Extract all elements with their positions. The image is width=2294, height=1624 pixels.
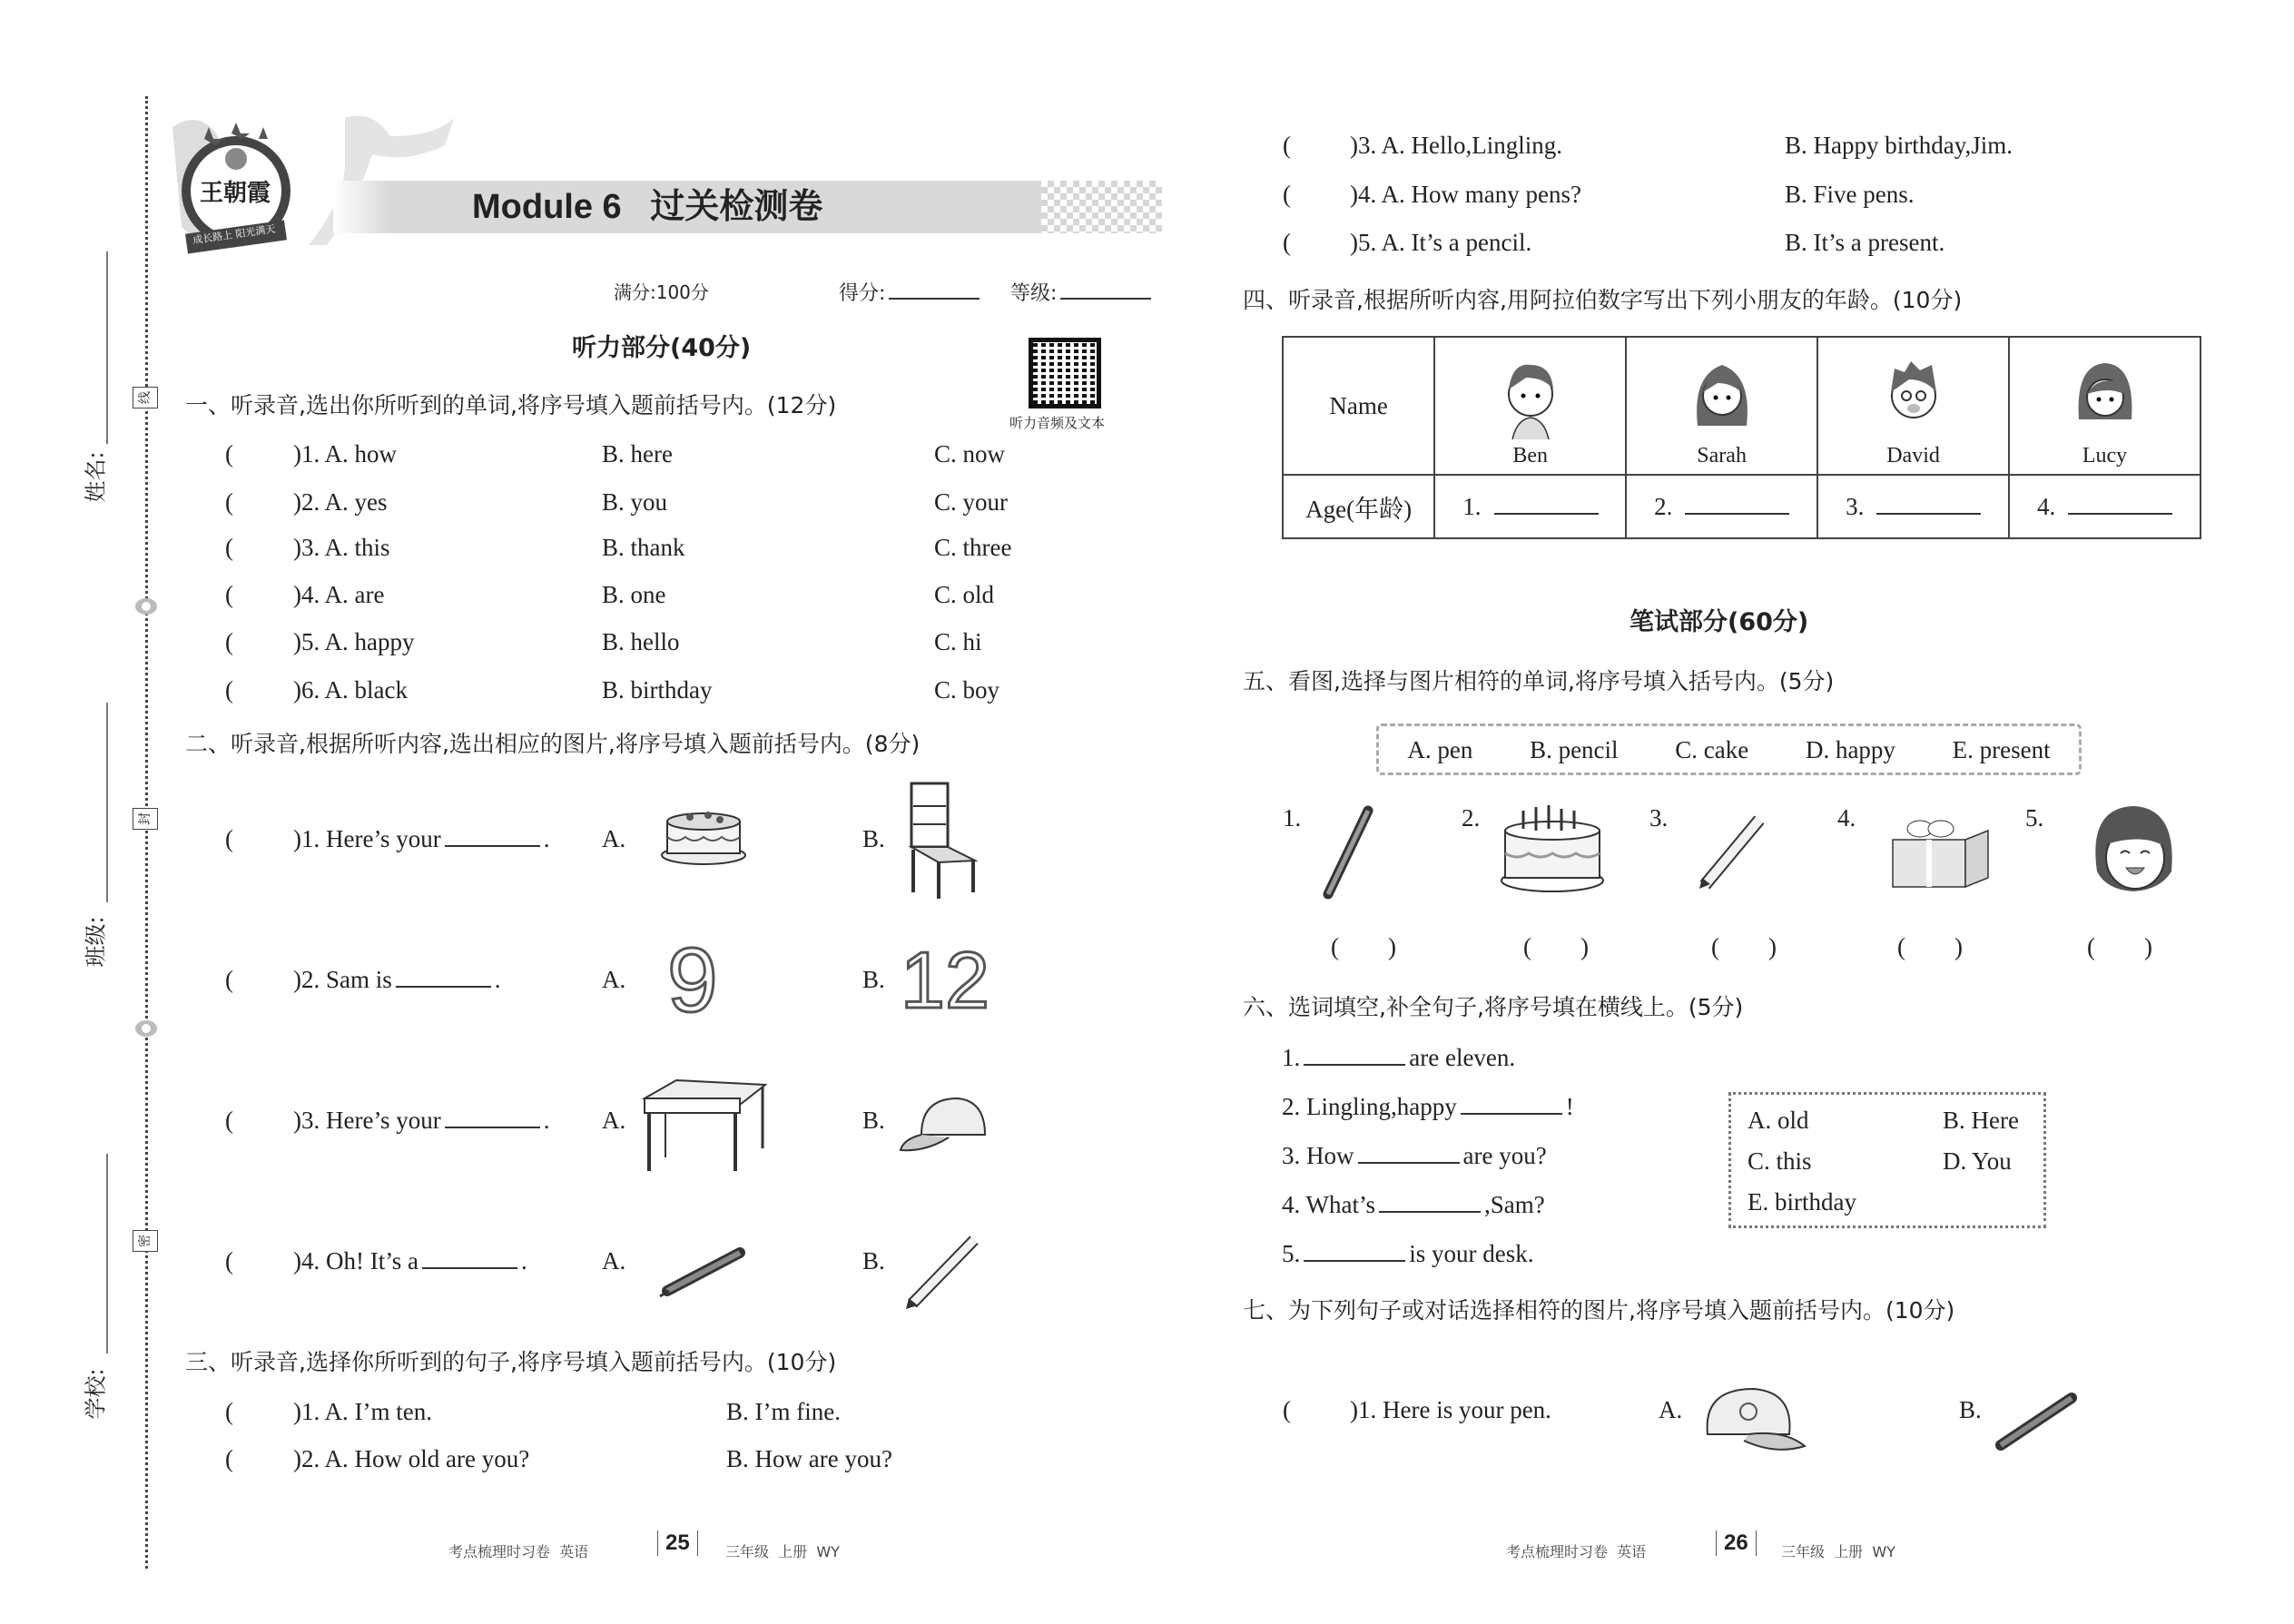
item-number: 5. — [2025, 804, 2044, 832]
answer-paren[interactable]: ( — [225, 676, 233, 704]
pen-image — [1321, 803, 1375, 899]
class-label: 班级: — [83, 916, 109, 968]
sentence — [1282, 1141, 1547, 1170]
answer-paren[interactable]: ( — [1283, 132, 1291, 159]
option-b-label: B. — [862, 825, 885, 852]
age-number: 1. — [1462, 492, 1482, 520]
answer-paren[interactable]: ( — [225, 1247, 233, 1275]
option-a: )5. A. It’s a pencil. — [1350, 229, 1532, 256]
kid-cell — [1434, 337, 1626, 475]
section3-heading: 三、听录音,选择你所听到的句子,将序号填入题前括号内。(10分) — [185, 1349, 837, 1375]
answer-paren[interactable]: ( — [225, 825, 233, 852]
option-b: B. Five pens. — [1785, 181, 1915, 208]
question-option-a: )2. A. yes — [293, 488, 388, 516]
age-blank[interactable] — [1685, 493, 1789, 515]
kid-cell — [1626, 337, 1817, 475]
item-number: 3. — [1649, 804, 1669, 832]
age-number: 2. — [1654, 492, 1673, 520]
item-number: 1. — [1283, 804, 1302, 832]
sentence-blank[interactable] — [1358, 1142, 1460, 1164]
number-twelve-image: 12 — [901, 935, 989, 1025]
footer-grade: 三年级 上册 WY — [725, 1543, 840, 1560]
age-cell[interactable] — [2009, 475, 2200, 538]
page-title: Module 6 过关检测卷 — [472, 188, 823, 226]
option-c: C. your — [934, 488, 1008, 516]
sentence — [1282, 1092, 1574, 1121]
answer-blank[interactable] — [445, 825, 540, 847]
word-option: E. birthday — [1748, 1188, 1856, 1216]
boy-face-icon — [1499, 358, 1562, 439]
question-option-a: )6. A. black — [293, 676, 408, 704]
section4-heading: 四、听录音,根据所听内容,用阿拉伯数字写出下列小朋友的年龄。(10分) — [1243, 287, 1963, 313]
answer-paren[interactable]: ( — [1283, 181, 1291, 208]
word-option: E. present — [1952, 735, 2051, 763]
option-b-label: B. — [1959, 1396, 1982, 1423]
option-a: )1. A. I’m ten. — [293, 1398, 432, 1425]
question-option-a: )4. A. are — [293, 581, 385, 608]
section7-heading: 七、为下列句子或对话选择相符的图片,将序号填入题前括号内。(10分) — [1243, 1297, 1955, 1324]
boy-face-icon — [1882, 358, 1945, 439]
answer-paren[interactable]: ( ) — [1897, 933, 1963, 960]
answer-paren[interactable]: ( ) — [1523, 933, 1589, 960]
question-text — [293, 824, 549, 853]
question-post: . — [543, 1107, 550, 1134]
option-a: )4. A. How many pens? — [1350, 181, 1581, 208]
option-b-label: B. — [862, 1107, 885, 1134]
qr-caption: 听力音频及文本 — [1009, 415, 1106, 431]
full-score: 满分:100分 — [614, 281, 709, 303]
option-a: )2. A. How old are you? — [293, 1445, 530, 1472]
question-pre: )1. Here’s your — [293, 825, 441, 852]
option-b: B. one — [602, 581, 666, 608]
option-a: )3. A. Hello,Lingling. — [1350, 132, 1562, 159]
sentence-blank[interactable] — [1304, 1240, 1405, 1262]
answer-blank[interactable] — [422, 1247, 517, 1269]
footer-grade: 三年级 上册 WY — [1781, 1543, 1895, 1560]
question-pre: )4. Oh! It’s a — [293, 1247, 418, 1275]
grade-field[interactable] — [1010, 278, 1155, 309]
question-text — [293, 1106, 549, 1135]
age-cell[interactable] — [1434, 475, 1626, 538]
sentence-post: are you? — [1462, 1142, 1547, 1169]
sentence — [1282, 1239, 1534, 1268]
answer-paren[interactable]: ( — [225, 966, 233, 993]
option-c: C. three — [934, 534, 1012, 561]
option-c: C. old — [934, 581, 995, 608]
score-label: 得分: — [839, 282, 886, 305]
answer-paren[interactable]: ( — [225, 534, 233, 561]
kid-cell — [1817, 337, 2009, 475]
answer-paren[interactable]: ( ) — [1711, 933, 1777, 960]
chair-image — [902, 779, 984, 901]
word-option: C. cake — [1675, 735, 1749, 763]
logo-brand-text: 王朝霞 — [200, 180, 271, 207]
answer-paren[interactable]: ( ) — [2087, 933, 2152, 960]
answer-paren[interactable]: ( — [225, 1107, 233, 1134]
option-b: B. Happy birthday,Jim. — [1785, 132, 2013, 159]
sentence-pre: 4. What’s — [1282, 1191, 1375, 1218]
writing-title: 笔试部分(60分) — [1629, 608, 1809, 636]
answer-paren[interactable]: ( — [225, 1445, 233, 1472]
question-text — [293, 1246, 527, 1275]
mark-seal: 封 — [133, 808, 158, 830]
word-option: D. You — [1943, 1147, 2012, 1175]
option-b-label: B. — [862, 1247, 885, 1275]
cap-image — [899, 1094, 989, 1157]
desk-image — [640, 1076, 767, 1176]
age-blank[interactable] — [2068, 493, 2172, 515]
grade-label: 等级: — [1010, 282, 1058, 305]
kid-cell — [2009, 337, 2200, 475]
listening-title: 听力部分(40分) — [572, 334, 752, 362]
sentence — [1282, 1043, 1515, 1072]
sentence-blank[interactable] — [1379, 1191, 1481, 1213]
pen-image — [658, 1244, 749, 1298]
sentence-pre: 2. Lingling,happy — [1282, 1093, 1457, 1120]
girl-face-icon — [1690, 358, 1754, 439]
sentence-post: ,Sam? — [1484, 1191, 1545, 1218]
sentence-post: is your desk. — [1409, 1240, 1534, 1267]
girl-face-icon — [2073, 358, 2137, 439]
sentence-post: ! — [1565, 1093, 1574, 1120]
answer-paren[interactable]: ( — [225, 440, 233, 468]
word-option: A. pen — [1407, 735, 1473, 763]
question-post: . — [520, 1247, 527, 1275]
question-post: . — [494, 966, 501, 993]
answer-blank[interactable] — [396, 966, 491, 988]
section1-heading: 一、听录音,选出你所听到的单词,将序号填入题前括号内。(12分) — [185, 392, 837, 418]
sentence-blank[interactable] — [1304, 1044, 1405, 1066]
word-option: A. old — [1748, 1107, 1809, 1134]
age-header: Age(年龄) — [1283, 475, 1434, 538]
question-pre: )2. Sam is — [293, 966, 392, 993]
cake-image — [658, 799, 749, 867]
option-a-label: A. — [1659, 1396, 1683, 1423]
section5-heading: 五、看图,选择与图片相符的单词,将序号填入括号内。(5分) — [1243, 668, 1835, 694]
sentence-pre: 3. How — [1282, 1142, 1354, 1169]
answer-paren[interactable]: ( — [225, 488, 233, 516]
kid-name: David — [1886, 444, 1940, 468]
question-pre: )3. Here’s your — [293, 1107, 441, 1134]
option-b: B. I’m fine. — [726, 1398, 841, 1425]
option-b: B. here — [602, 440, 673, 468]
age-blank[interactable] — [1494, 493, 1599, 515]
cut-line — [145, 96, 148, 1569]
cap-image — [1694, 1384, 1807, 1457]
kid-name: Ben — [1512, 444, 1549, 468]
answer-paren[interactable]: ( — [1283, 229, 1291, 256]
answer-paren[interactable]: ( — [225, 628, 233, 655]
word-option: D. happy — [1805, 735, 1895, 763]
pencil-image — [1698, 812, 1766, 890]
checker-decoration — [1041, 181, 1162, 233]
answer-paren[interactable]: ( — [225, 581, 233, 608]
sentence-pre: 1. — [1282, 1044, 1301, 1071]
sentence-post: are eleven. — [1409, 1044, 1516, 1071]
cake-image — [1498, 803, 1607, 894]
question-option-a: )3. A. this — [293, 534, 390, 561]
option-a-label: A. — [602, 966, 626, 993]
number-nine-image: 9 — [667, 930, 718, 1031]
question-post: . — [543, 825, 550, 852]
page-number: 26 — [1716, 1530, 1757, 1556]
age-number: 4. — [2037, 492, 2056, 520]
present-image — [1888, 812, 1993, 890]
word-option: B. pencil — [1530, 735, 1619, 763]
item-number: 4. — [1837, 804, 1856, 832]
kid-name: Sarah — [1697, 444, 1747, 468]
age-table — [1282, 336, 2201, 539]
option-c: C. hi — [934, 628, 982, 655]
grade-blank[interactable] — [1060, 278, 1151, 300]
answer-paren[interactable]: ( ) — [1331, 933, 1396, 960]
footer-book: 考点梳理时习卷 英语 — [448, 1543, 589, 1560]
option-b: B. How are you? — [726, 1445, 892, 1472]
option-c: C. now — [934, 440, 1006, 468]
happy-girl-image — [2088, 799, 2179, 899]
word-option: B. Here — [1943, 1107, 2019, 1134]
answer-blank[interactable] — [445, 1107, 540, 1128]
answer-paren[interactable]: ( — [225, 1398, 233, 1425]
name-line — [106, 251, 108, 444]
qr-code[interactable] — [1029, 338, 1101, 408]
footer-book: 考点梳理时习卷 英语 — [1506, 1543, 1647, 1560]
page-number: 25 — [657, 1530, 698, 1556]
question-option-a: )1. A. how — [293, 440, 397, 468]
option-a-label: A. — [602, 1247, 626, 1275]
option-a-label: A. — [602, 825, 626, 852]
section2-heading: 二、听录音,根据所听内容,选出相应的图片,将序号填入题前括号内。(8分) — [185, 731, 921, 757]
kid-name: Lucy — [2082, 444, 2128, 468]
sentence-pre: 5. — [1282, 1240, 1301, 1267]
mark-line: 线 — [133, 387, 158, 408]
name-header: Name — [1283, 337, 1434, 475]
answer-paren[interactable]: ( — [1283, 1396, 1291, 1423]
name-label: 姓名: — [83, 451, 109, 503]
school-line — [106, 1154, 108, 1353]
age-cell[interactable] — [1626, 475, 1817, 538]
option-c: C. boy — [934, 676, 1000, 704]
mark-secret: 密 — [133, 1230, 158, 1252]
class-line — [106, 703, 108, 902]
word-option: C. this — [1748, 1147, 1812, 1175]
question-text: )1. Here is your pen. — [1350, 1396, 1551, 1423]
age-cell[interactable] — [1817, 475, 2009, 538]
option-b: B. you — [602, 488, 668, 516]
option-b: B. It’s a present. — [1785, 229, 1945, 256]
item-number: 2. — [1462, 804, 1481, 832]
scissors-icon — [134, 1018, 158, 1039]
age-number: 3. — [1846, 492, 1865, 520]
option-b: B. birthday — [602, 676, 713, 704]
score-blank[interactable] — [889, 278, 980, 300]
option-a-label: A. — [602, 1107, 626, 1134]
option-b-label: B. — [862, 966, 885, 993]
age-blank[interactable] — [1876, 493, 1981, 515]
word-options-box — [1728, 1092, 2046, 1228]
question-text — [293, 965, 501, 994]
pencil-image — [903, 1233, 980, 1310]
option-b: B. hello — [602, 628, 680, 655]
logo-slogan: 成长路上 阳光满天 — [192, 222, 277, 247]
pen-image — [1990, 1389, 2081, 1452]
scissors-icon — [134, 595, 158, 617]
score-field[interactable] — [839, 278, 983, 309]
section6-heading: 六、选词填空,补全句子,将序号填在横线上。(5分) — [1243, 994, 1744, 1020]
sentence-blank[interactable] — [1461, 1093, 1562, 1115]
question-option-a: )5. A. happy — [293, 628, 415, 655]
word-bank — [1376, 723, 2082, 775]
school-label: 学校: — [83, 1368, 109, 1420]
option-b: B. thank — [602, 534, 685, 561]
sentence — [1282, 1190, 1545, 1219]
